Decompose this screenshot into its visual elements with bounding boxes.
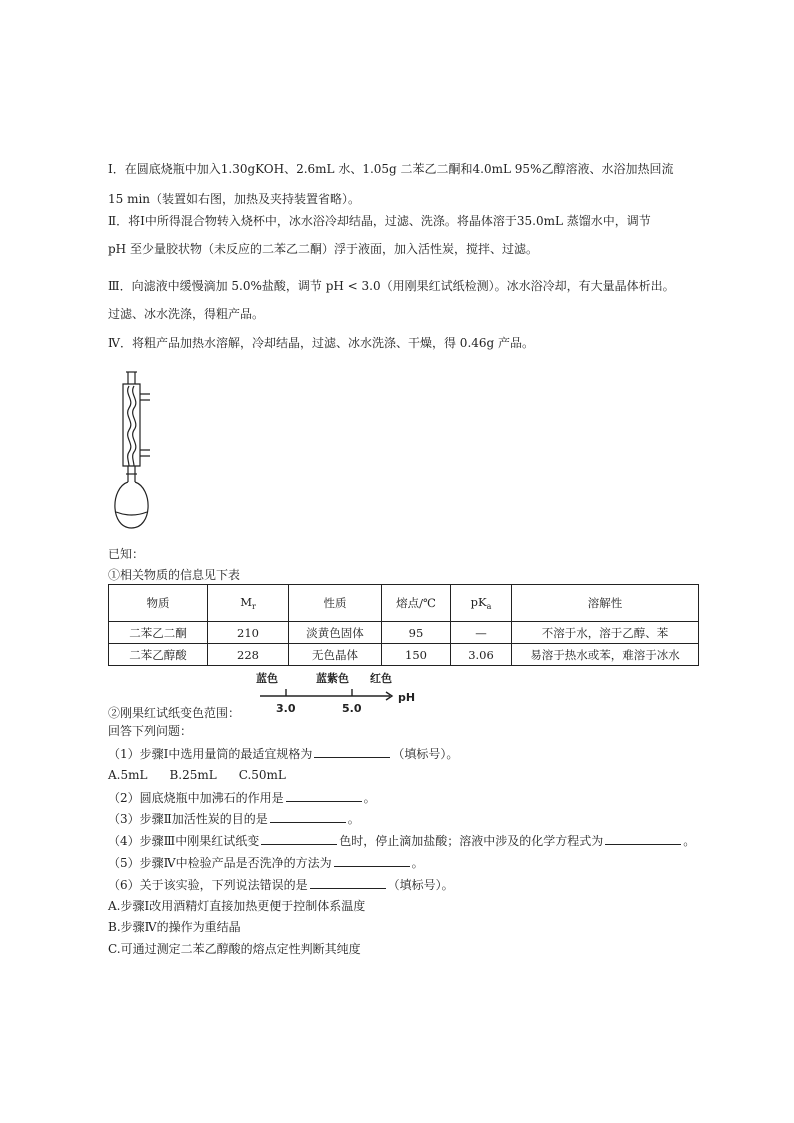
table-cell: — [451, 622, 512, 644]
table-cell: 210 [208, 622, 289, 644]
question-6-option-b: B.步骤Ⅳ的操作为重结晶 [108, 920, 241, 934]
option-a: A.5mL [108, 768, 148, 782]
header-solubility: 溶解性 [512, 585, 699, 622]
header-pka: $pK_a$ [451, 585, 512, 622]
ph-tick-label-5: 5.0 [342, 702, 362, 715]
table-row [109, 622, 699, 644]
table-cell: 二苯乙醇酸 [109, 644, 208, 666]
header-substance: 物质 [109, 585, 208, 622]
question-2: （2）圆底烧瓶中加沸石的作用是 。 [108, 791, 376, 805]
header-melting-point: 熔点/℃ [382, 585, 451, 622]
table-cell: 二苯乙二酮 [109, 622, 208, 644]
known-item-1: ①相关物质的信息见下表 [108, 568, 241, 582]
header-molar-mass: $M_r$ [208, 585, 289, 622]
known-item-2: ②刚果红试纸变色范围： [108, 706, 241, 720]
table-cell: 3.06 [451, 644, 512, 666]
table-cell: 228 [208, 644, 289, 666]
answer-blank[interactable] [334, 856, 410, 867]
step3-line1: Ⅲ．向滤液中缓慢滴加 5.0%盐酸，调节 pH < 3.0（用刚果红试纸检测）。冰水浴冷却，有大量晶体析出。 [108, 279, 675, 293]
question-3: （3）步骤Ⅱ加活性炭的目的是 。 [108, 812, 360, 826]
table-row [109, 644, 699, 666]
congo-red-ph-scale [240, 668, 420, 718]
reflux-apparatus-diagram [104, 368, 174, 536]
question-4: （4）步骤Ⅲ中刚果红试纸变 色时，停止滴加盐酸；溶液中涉及的化学方程式为 。 [108, 834, 696, 848]
option-b: B.25mL [169, 768, 217, 782]
answer-blank[interactable] [310, 878, 386, 889]
substance-info-table [108, 584, 699, 666]
ph-color-red: 红色 [370, 672, 392, 685]
question-6-option-c: C.可通过测定二苯乙醇酸的熔点定性判断其纯度 [108, 942, 361, 956]
ph-tick-label-3: 3.0 [276, 702, 296, 715]
answer-blank[interactable] [314, 747, 390, 758]
answer-blank[interactable] [270, 812, 346, 823]
table-cell: 淡黄色固体 [289, 622, 382, 644]
step3-line2: 过滤、冰水洗涤，得粗产品。 [108, 307, 265, 321]
question-6: （6）关于该实验，下列说法错误的是 （填标号）。 [108, 878, 454, 892]
step1-line1: Ⅰ．在圆底烧瓶中加入1.30gKOH、2.6mL 水、1.05g 二苯乙二酮和4.0mL 95%乙醇溶液、水浴加热回流 [108, 162, 674, 176]
known-title: 已知： [108, 547, 145, 561]
header-property: 性质 [289, 585, 382, 622]
questions-intro: 回答下列问题： [108, 724, 193, 738]
answer-blank[interactable] [286, 791, 362, 802]
question-1: （1）步骤Ⅰ中选用量筒的最适宜规格为 （填标号）。 [108, 747, 459, 761]
answer-blank[interactable] [605, 834, 681, 845]
ph-axis-label: pH [398, 691, 416, 704]
ph-color-blue: 蓝色 [256, 672, 278, 685]
table-header-row [109, 585, 699, 622]
table-cell: 易溶于热水或苯，难溶于冰水 [512, 644, 699, 666]
table-cell: 150 [382, 644, 451, 666]
table-cell: 不溶于水，溶于乙醇、苯 [512, 622, 699, 644]
question-5: （5）步骤Ⅳ中检验产品是否洗净的方法为 。 [108, 856, 424, 870]
step1-line2: 15 min（装置如右图，加热及夹持装置省略）。 [108, 192, 361, 206]
answer-blank[interactable] [261, 834, 337, 845]
question-1-options [108, 768, 308, 782]
option-c: C.50mL [238, 768, 286, 782]
table-cell: 无色晶体 [289, 644, 382, 666]
step4-line1: Ⅳ．将粗产品加热水溶解，冷却结晶，过滤、冰水洗涤、干燥，得 0.46g 产品。 [108, 336, 535, 350]
ph-color-blue-violet: 蓝紫色 [316, 672, 349, 685]
question-6-option-a: A.步骤Ⅰ改用酒精灯直接加热更便于控制体系温度 [108, 899, 366, 913]
table-cell: 95 [382, 622, 451, 644]
step2-line2: pH 至少量胶状物（未反应的二苯乙二酮）浮于液面，加入活性炭，搅拌、过滤。 [108, 242, 538, 256]
step2-line1: Ⅱ．将Ⅰ中所得混合物转入烧杯中，冰水浴冷却结晶，过滤、洗涤。将晶体溶于35.0mL 蒸馏水中，调节 [108, 214, 651, 228]
